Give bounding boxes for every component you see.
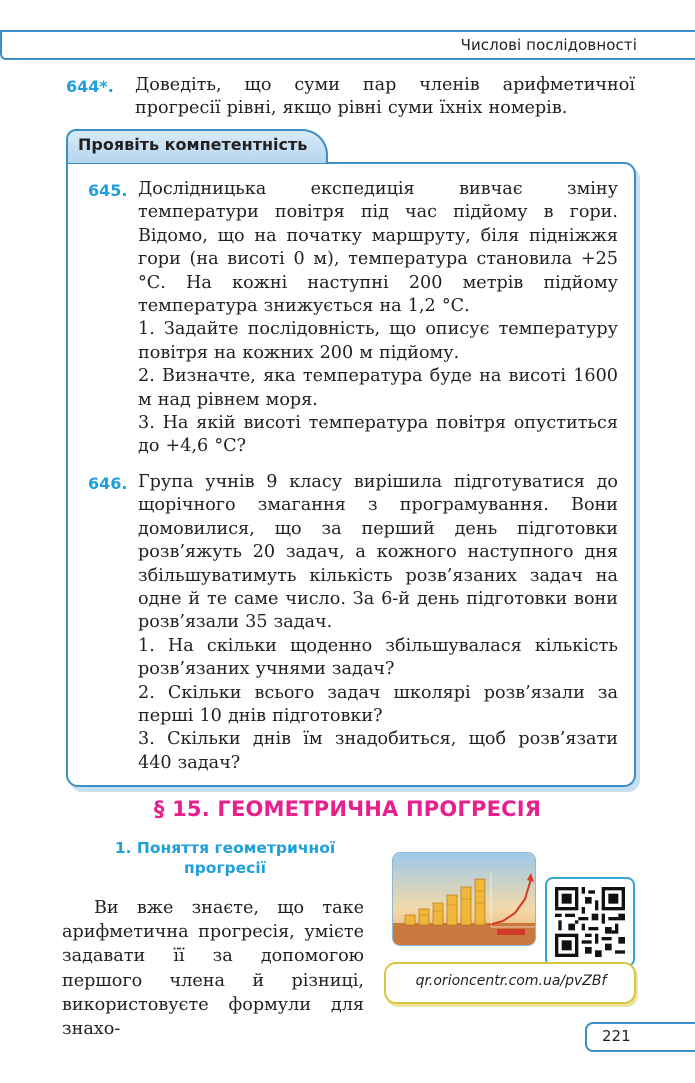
problem-646-question-3: 3. Скільки днів їм знадобиться, щоб розв’язати 440 задач? <box>138 729 618 773</box>
running-header-title: Числові послідовності <box>460 36 637 54</box>
problem-645-question-1: 1. Задайте послідовність, що описує температуру повітря на кожних 200 м підйому. <box>138 319 618 363</box>
problem-646-question-1: 1. На скільки щоденно збільшувалася кількість розв’язаних учнями задач? <box>138 635 618 680</box>
problem-646-number: 646. <box>88 474 128 493</box>
section-title: § 15. ГЕОМЕТРИЧНА ПРОГРЕСІЯ <box>153 797 542 821</box>
problem-646-intro: Група учнів 9 класу вирішила підготуватися до щорічного змагання з програмування. Вони домовилися, що за перший день підготовки розв’яжуть 20 задач, а кожного наступного дня збільшуватимуть кількість розв’язаних задач на одне й те саме число. За 6-й день підготовки вони розв’язали 35 задач. <box>138 472 618 633</box>
coins-growth-illustration <box>392 852 536 946</box>
problem-645-intro: Дослідницька експедиція вивчає зміну температури повітря під час підйому в гори. Відомо, що на початку маршруту, біля підніжжя гори (на висоті 0 м), температура становила +25 °С. На кожні наступні 200 метрів підйому температура знижується на 1,2 °С. <box>138 179 618 317</box>
competence-tab-label: Проявіть компетентність <box>78 135 308 154</box>
problem-646-body <box>138 471 618 775</box>
coins-growth-drawing <box>393 853 536 946</box>
problem-645-body <box>138 178 618 459</box>
problem-645-number: 645. <box>88 181 128 200</box>
page-number: 221 <box>602 1027 631 1045</box>
intro-paragraph-text: Ви вже знаєте, що таке арифметична прогресія, умієте задавати її за допомогою першого члена й різниці, використовуєте формули для знахо- <box>62 898 364 1040</box>
problem-644-number: 644*. <box>66 77 114 96</box>
problem-645-question-3: 3. На якій висоті температура повітря опуститься до +4,6 °С? <box>138 413 618 457</box>
problem-646-question-2: 2. Скільки всього задач школярі розв’язали за перші 10 днів підготовки? <box>138 682 618 727</box>
intro-paragraph <box>62 896 364 1041</box>
qr-code-icon[interactable] <box>555 887 625 957</box>
qr-code-frame[interactable] <box>545 877 635 967</box>
problem-645-question-2: 2. Визначте, яка температура буде на висоті 1600 м над рівнем моря. <box>138 366 618 410</box>
qr-url-link[interactable]: qr.orioncentr.com.ua/pvZBf <box>415 973 607 989</box>
problem-644-text: Доведіть, що суми пар членів арифметичної прогресії рівні, якщо рівні суми їхніх номерів. <box>135 75 635 119</box>
subsection-title: 1. Поняття геометричної прогресії <box>114 839 336 877</box>
